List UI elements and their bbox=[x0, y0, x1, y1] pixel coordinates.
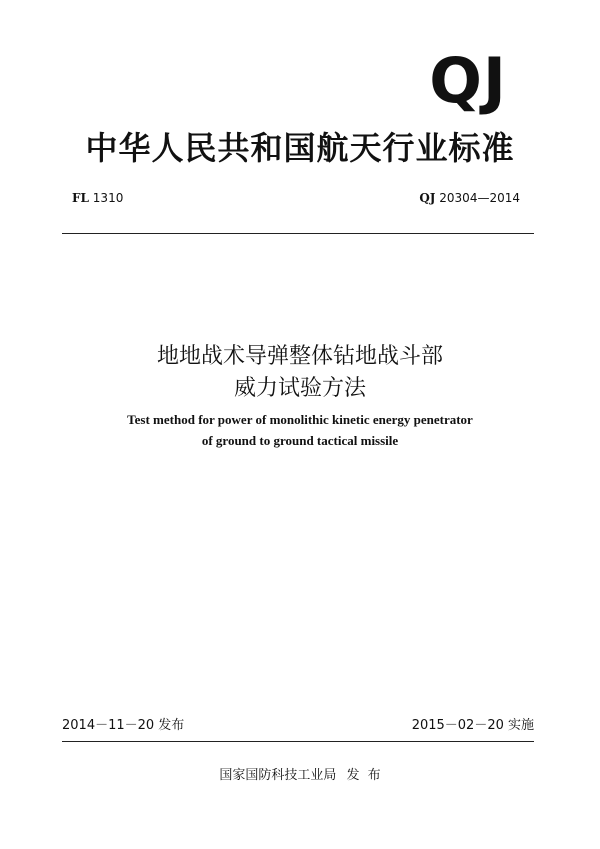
standard-code bbox=[419, 190, 520, 206]
title-cn-line-1: 地地战术导弹整体钻地战斗部 bbox=[156, 344, 443, 369]
issue-date: 2014－11－20 发布 bbox=[62, 718, 185, 733]
classification-code bbox=[72, 190, 123, 206]
document-title-english bbox=[0, 409, 600, 451]
standard-number: 20304—2014 bbox=[439, 191, 520, 205]
publish-action: 发 布 bbox=[346, 768, 381, 783]
implementation-date: 2015－02－20 实施 bbox=[411, 718, 534, 733]
title-en-line-1: Test method for power of monolithic kinetic energy penetrator bbox=[127, 412, 473, 427]
industry-standard-title: 中华人民共和国航天行业标准 bbox=[85, 129, 515, 167]
header-divider bbox=[62, 233, 534, 234]
document-title-chinese bbox=[0, 341, 600, 405]
publisher-line bbox=[0, 767, 600, 785]
title-en-line-2: of ground to ground tactical missile bbox=[201, 433, 399, 448]
standard-prefix: QJ bbox=[419, 191, 436, 205]
classification-number: 1310 bbox=[92, 191, 124, 205]
publisher-name: 国家国防科技工业局 bbox=[219, 768, 337, 783]
standard-logo: QJ bbox=[429, 44, 507, 117]
title-cn-line-2: 威力试验方法 bbox=[233, 376, 366, 401]
classification-prefix: FL bbox=[72, 191, 89, 205]
footer-divider bbox=[62, 741, 534, 742]
